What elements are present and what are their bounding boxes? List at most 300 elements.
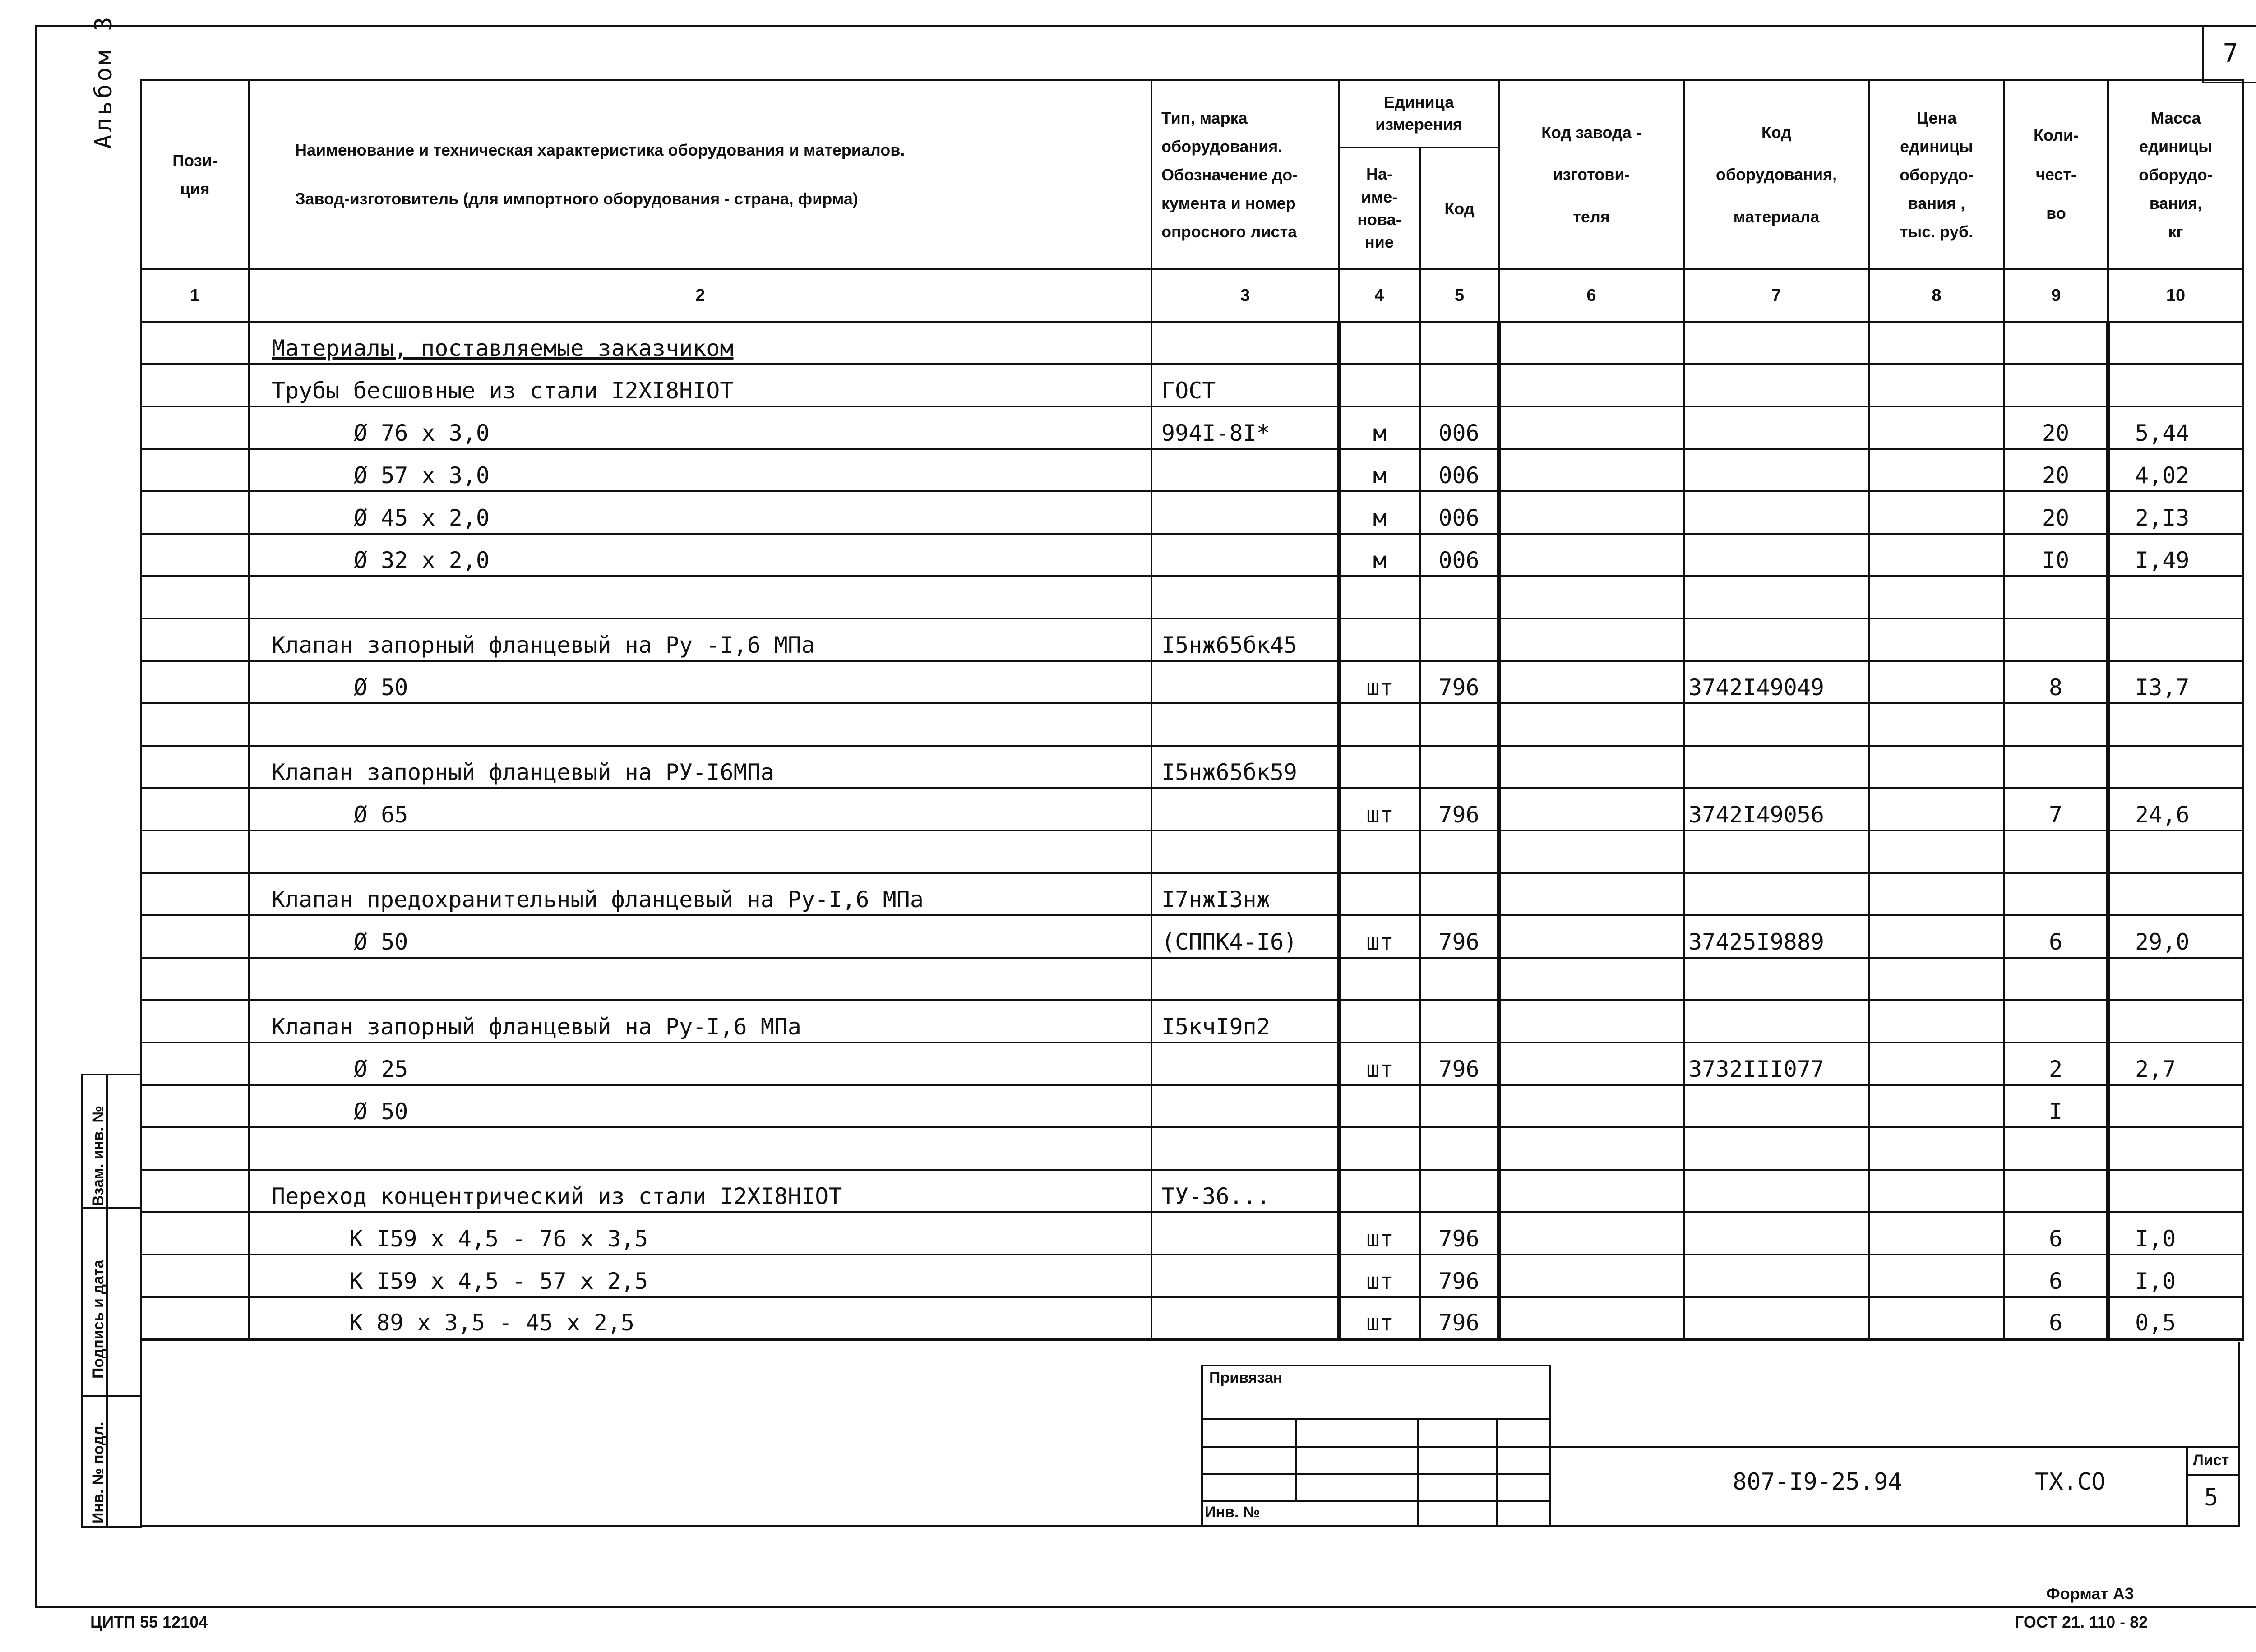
cell-quantity bbox=[2004, 873, 2108, 915]
tb-rule bbox=[1201, 1500, 1551, 1502]
cell-type: (СППК4-I6) bbox=[1151, 915, 1339, 958]
cell-quantity bbox=[2004, 1127, 2108, 1170]
cell-name: К 89 х 3,5 - 45 х 2,5 bbox=[249, 1297, 1151, 1339]
cell-position bbox=[141, 1000, 249, 1043]
cell-position bbox=[141, 449, 249, 491]
cell-unit-code: 006 bbox=[1420, 406, 1499, 449]
cell-name: К I59 х 4,5 - 76 х 3,5 bbox=[249, 1212, 1151, 1255]
cell-equipment-code bbox=[1684, 1085, 1869, 1127]
cell-price bbox=[1869, 1043, 2004, 1085]
cell-quantity: 6 bbox=[2004, 1255, 2108, 1297]
colnum-7: 7 bbox=[1684, 269, 1869, 322]
cell-name bbox=[249, 1127, 1151, 1170]
cell-price bbox=[1869, 1000, 2004, 1043]
table-row bbox=[141, 703, 2243, 746]
cell-unit-code bbox=[1420, 873, 1499, 915]
cell-unit-code bbox=[1420, 322, 1499, 364]
cell-unit-code: 796 bbox=[1420, 661, 1499, 703]
cell-position bbox=[141, 1255, 249, 1297]
table-row bbox=[141, 322, 2243, 364]
cell-unit-code: 006 bbox=[1420, 491, 1499, 534]
cell-name bbox=[249, 958, 1151, 1000]
cell-price bbox=[1869, 491, 2004, 534]
cell-unit-code bbox=[1420, 831, 1499, 873]
cell-equipment-code bbox=[1684, 576, 1869, 618]
cell-unit bbox=[1339, 958, 1420, 1000]
cell-plant-code bbox=[1499, 449, 1684, 491]
cell-mass: 24,6 bbox=[2108, 788, 2243, 831]
table-row bbox=[141, 1255, 2243, 1297]
colnum-8: 8 bbox=[1869, 269, 2004, 322]
cell-quantity bbox=[2004, 618, 2108, 661]
cell-position bbox=[141, 618, 249, 661]
header-equipment-code: Код оборудования, материала bbox=[1684, 80, 1869, 269]
cell-name: Ø 50 bbox=[249, 1085, 1151, 1127]
header-position: Пози- ция bbox=[141, 80, 249, 269]
cell-name: Ø 32 х 2,0 bbox=[249, 534, 1151, 576]
cell-unit bbox=[1339, 322, 1420, 364]
cell-price bbox=[1869, 406, 2004, 449]
cell-equipment-code: 3742I49056 bbox=[1684, 788, 1869, 831]
table-row bbox=[141, 364, 2243, 406]
cell-mass bbox=[2108, 1170, 2243, 1212]
cell-price bbox=[1869, 661, 2004, 703]
header-mass: Масса единицы оборудо- вания, кг bbox=[2108, 80, 2243, 269]
cell-price bbox=[1869, 1127, 2004, 1170]
cell-plant-code bbox=[1499, 1297, 1684, 1339]
cell-type: I7нжI3нж bbox=[1151, 873, 1339, 915]
cell-unit bbox=[1339, 1000, 1420, 1043]
cell-unit: м bbox=[1339, 449, 1420, 491]
cell-quantity bbox=[2004, 364, 2108, 406]
cell-unit-code bbox=[1420, 1170, 1499, 1212]
footer-citp: ЦИТП 55 12104 bbox=[90, 1613, 208, 1631]
cell-price bbox=[1869, 788, 2004, 831]
colnum-2: 2 bbox=[249, 269, 1151, 322]
cell-equipment-code: 3742I49049 bbox=[1684, 661, 1869, 703]
table-row bbox=[141, 746, 2243, 788]
cell-plant-code bbox=[1499, 406, 1684, 449]
cell-equipment-code bbox=[1684, 1297, 1869, 1339]
cell-unit-code: 796 bbox=[1420, 1255, 1499, 1297]
cell-unit-code: 006 bbox=[1420, 449, 1499, 491]
cell-type: I5кчI9п2 bbox=[1151, 1000, 1339, 1043]
cell-unit: м bbox=[1339, 406, 1420, 449]
cell-type bbox=[1151, 831, 1339, 873]
table-row bbox=[141, 1212, 2243, 1255]
table-row bbox=[141, 958, 2243, 1000]
document-mark: ТХ.СО bbox=[2035, 1468, 2106, 1495]
cell-type: 994I-8I* bbox=[1151, 406, 1339, 449]
cell-plant-code bbox=[1499, 958, 1684, 1000]
cell-unit bbox=[1339, 703, 1420, 746]
cell-mass bbox=[2108, 831, 2243, 873]
privyazan-label: Привязан bbox=[1209, 1369, 1283, 1386]
cell-price bbox=[1869, 1297, 2004, 1339]
cell-plant-code bbox=[1499, 1170, 1684, 1212]
table-row bbox=[141, 1127, 2243, 1170]
cell-type: I5нж65бк45 bbox=[1151, 618, 1339, 661]
cell-mass: 29,0 bbox=[2108, 915, 2243, 958]
stamp-strip-divider bbox=[81, 1074, 108, 1528]
cell-type bbox=[1151, 491, 1339, 534]
cell-position bbox=[141, 1170, 249, 1212]
corner-page-number: 7 bbox=[2202, 25, 2256, 83]
cell-equipment-code: 3732III077 bbox=[1684, 1043, 1869, 1085]
cell-price bbox=[1869, 746, 2004, 788]
cell-mass: 4,02 bbox=[2108, 449, 2243, 491]
cell-position bbox=[141, 1127, 249, 1170]
cell-mass bbox=[2108, 703, 2243, 746]
cell-plant-code bbox=[1499, 1000, 1684, 1043]
cell-name bbox=[249, 831, 1151, 873]
table-row bbox=[141, 491, 2243, 534]
cell-unit-code bbox=[1420, 364, 1499, 406]
cell-plant-code bbox=[1499, 1212, 1684, 1255]
cell-price bbox=[1869, 1212, 2004, 1255]
cell-position bbox=[141, 746, 249, 788]
specification-table bbox=[140, 79, 2244, 1341]
cell-unit-code: 796 bbox=[1420, 915, 1499, 958]
cell-plant-code bbox=[1499, 1255, 1684, 1297]
header-type: Тип, марка оборудования. Обозначение до- кумента и номер опросного листа bbox=[1151, 80, 1339, 269]
cell-unit-code bbox=[1420, 576, 1499, 618]
cell-type: I5нж65бк59 bbox=[1151, 746, 1339, 788]
cell-unit-code bbox=[1420, 1085, 1499, 1127]
cell-plant-code bbox=[1499, 915, 1684, 958]
cell-equipment-code bbox=[1684, 534, 1869, 576]
tb-rule bbox=[1201, 1418, 1551, 1420]
cell-mass bbox=[2108, 958, 2243, 1000]
stamp-podpis-label: Подпись и дата bbox=[90, 1260, 107, 1379]
cell-unit-code bbox=[1420, 746, 1499, 788]
cell-position bbox=[141, 1297, 249, 1339]
cell-unit: шт bbox=[1339, 1255, 1420, 1297]
lower-area bbox=[140, 1342, 2240, 1527]
cell-equipment-code bbox=[1684, 1212, 1869, 1255]
header-unit-group: Единица измерения bbox=[1339, 80, 1499, 148]
cell-equipment-code bbox=[1684, 1000, 1869, 1043]
table-row bbox=[141, 661, 2243, 703]
cell-mass: I,0 bbox=[2108, 1255, 2243, 1297]
cell-equipment-code bbox=[1684, 491, 1869, 534]
stamp-inv-label: Инв. № подл. bbox=[90, 1421, 107, 1523]
cell-unit bbox=[1339, 746, 1420, 788]
cell-name: Ø 50 bbox=[249, 915, 1151, 958]
cell-equipment-code bbox=[1684, 958, 1869, 1000]
cell-plant-code bbox=[1499, 873, 1684, 915]
cell-type bbox=[1151, 703, 1339, 746]
table-row bbox=[141, 618, 2243, 661]
cell-mass: 5,44 bbox=[2108, 406, 2243, 449]
stamp-vzam-label: Взам. инв. № bbox=[90, 1105, 107, 1206]
cell-name: К I59 х 4,5 - 57 х 2,5 bbox=[249, 1255, 1151, 1297]
tb-rule bbox=[1417, 1418, 1419, 1527]
cell-mass: I,0 bbox=[2108, 1212, 2243, 1255]
table-row bbox=[141, 406, 2243, 449]
cell-unit: шт bbox=[1339, 1297, 1420, 1339]
cell-equipment-code bbox=[1684, 1255, 1869, 1297]
cell-unit-code bbox=[1420, 1000, 1499, 1043]
table-row bbox=[141, 1170, 2243, 1212]
cell-unit-code bbox=[1420, 958, 1499, 1000]
cell-position bbox=[141, 406, 249, 449]
cell-name: Ø 65 bbox=[249, 788, 1151, 831]
cell-equipment-code bbox=[1684, 1170, 1869, 1212]
table-row bbox=[141, 1043, 2243, 1085]
colnum-5: 5 bbox=[1420, 269, 1499, 322]
table-row bbox=[141, 534, 2243, 576]
cell-mass: I,49 bbox=[2108, 534, 2243, 576]
footer-gost: ГОСТ 21. 110 - 82 bbox=[2015, 1613, 2148, 1631]
cell-unit-code: 796 bbox=[1420, 1297, 1499, 1339]
cell-price bbox=[1869, 449, 2004, 491]
cell-position bbox=[141, 703, 249, 746]
cell-position bbox=[141, 364, 249, 406]
table-row bbox=[141, 831, 2243, 873]
cell-plant-code bbox=[1499, 1043, 1684, 1085]
cell-quantity: I0 bbox=[2004, 534, 2108, 576]
cell-mass bbox=[2108, 1000, 2243, 1043]
colnum-4: 4 bbox=[1339, 269, 1420, 322]
cell-plant-code bbox=[1499, 322, 1684, 364]
cell-position bbox=[141, 1043, 249, 1085]
cell-quantity: 6 bbox=[2004, 915, 2108, 958]
table-row bbox=[141, 1085, 2243, 1127]
cell-unit: шт bbox=[1339, 788, 1420, 831]
cell-price bbox=[1869, 958, 2004, 1000]
colnum-6: 6 bbox=[1499, 269, 1684, 322]
cell-position bbox=[141, 661, 249, 703]
cell-unit bbox=[1339, 618, 1420, 661]
album-label bbox=[90, 14, 117, 149]
cell-mass: 2,7 bbox=[2108, 1043, 2243, 1085]
table-row bbox=[141, 873, 2243, 915]
cell-name: Ø 45 х 2,0 bbox=[249, 491, 1151, 534]
cell-quantity bbox=[2004, 1000, 2108, 1043]
cell-position bbox=[141, 831, 249, 873]
cell-unit-code: 796 bbox=[1420, 788, 1499, 831]
cell-plant-code bbox=[1499, 1085, 1684, 1127]
cell-name: Материалы, поставляемые заказчиком bbox=[249, 322, 1151, 364]
cell-unit-code: 006 bbox=[1420, 534, 1499, 576]
cell-mass bbox=[2108, 576, 2243, 618]
cell-position bbox=[141, 788, 249, 831]
tb-rule bbox=[2186, 1474, 2240, 1476]
cell-mass bbox=[2108, 746, 2243, 788]
cell-price bbox=[1869, 1085, 2004, 1127]
cell-name: Клапан запорный фланцевый на РУ-I6МПа bbox=[249, 746, 1151, 788]
cell-unit bbox=[1339, 1127, 1420, 1170]
cell-quantity bbox=[2004, 831, 2108, 873]
cell-quantity bbox=[2004, 958, 2108, 1000]
header-unit-name: На- име- нова- ние bbox=[1339, 148, 1420, 269]
cell-mass bbox=[2108, 1085, 2243, 1127]
cell-quantity: 6 bbox=[2004, 1212, 2108, 1255]
cell-price bbox=[1869, 1170, 2004, 1212]
cell-name: Переход концентрический из стали I2XI8HIOT bbox=[249, 1170, 1151, 1212]
cell-quantity: 6 bbox=[2004, 1297, 2108, 1339]
cell-name: Клапан предохранительный фланцевый на Ру-I,6 МПа bbox=[249, 873, 1151, 915]
tb-rule bbox=[1551, 1446, 2240, 1448]
cell-name bbox=[249, 576, 1151, 618]
cell-plant-code bbox=[1499, 788, 1684, 831]
cell-unit-code: 796 bbox=[1420, 1212, 1499, 1255]
cell-plant-code bbox=[1499, 1127, 1684, 1170]
cell-quantity bbox=[2004, 576, 2108, 618]
cell-name: Клапан запорный фланцевый на Ру-I,6 МПа bbox=[249, 1000, 1151, 1043]
cell-equipment-code bbox=[1684, 746, 1869, 788]
header-unit-code: Код bbox=[1420, 148, 1499, 269]
cell-mass: 2,I3 bbox=[2108, 491, 2243, 534]
colnum-10: 10 bbox=[2108, 269, 2243, 322]
tb-rule bbox=[2186, 1446, 2188, 1527]
tb-rule bbox=[1496, 1418, 1498, 1527]
cell-name: Ø 76 х 3,0 bbox=[249, 406, 1151, 449]
cell-name: Клапан запорный фланцевый на Ру -I,6 МПа bbox=[249, 618, 1151, 661]
cell-equipment-code bbox=[1684, 618, 1869, 661]
cell-plant-code bbox=[1499, 618, 1684, 661]
header-name: Наименование и техническая характеристика оборудования и материалов. Завод-изготовитель (для импортного оборудования - страна, фирма) bbox=[249, 80, 1151, 269]
cell-position bbox=[141, 534, 249, 576]
album-label-text: Альбом 3 bbox=[90, 14, 117, 149]
cell-position bbox=[141, 873, 249, 915]
cell-unit: шт bbox=[1339, 915, 1420, 958]
cell-type bbox=[1151, 1212, 1339, 1255]
cell-plant-code bbox=[1499, 491, 1684, 534]
cell-equipment-code bbox=[1684, 406, 1869, 449]
cell-type bbox=[1151, 661, 1339, 703]
cell-plant-code bbox=[1499, 576, 1684, 618]
tb-rule bbox=[1295, 1418, 1297, 1500]
cell-price bbox=[1869, 873, 2004, 915]
cell-mass bbox=[2108, 618, 2243, 661]
table-row bbox=[141, 449, 2243, 491]
cell-unit: м bbox=[1339, 491, 1420, 534]
cell-price bbox=[1869, 618, 2004, 661]
cell-quantity: 20 bbox=[2004, 406, 2108, 449]
cell-plant-code bbox=[1499, 534, 1684, 576]
cell-position bbox=[141, 915, 249, 958]
table-row bbox=[141, 915, 2243, 958]
cell-mass bbox=[2108, 364, 2243, 406]
cell-type bbox=[1151, 958, 1339, 1000]
cell-name: Ø 57 х 3,0 bbox=[249, 449, 1151, 491]
cell-type bbox=[1151, 1085, 1339, 1127]
cell-type bbox=[1151, 1127, 1339, 1170]
cell-price bbox=[1869, 831, 2004, 873]
cell-unit bbox=[1339, 576, 1420, 618]
cell-mass bbox=[2108, 322, 2243, 364]
table-row bbox=[141, 1297, 2243, 1339]
cell-unit: шт bbox=[1339, 661, 1420, 703]
cell-unit-code bbox=[1420, 1127, 1499, 1170]
cell-quantity bbox=[2004, 703, 2108, 746]
cell-mass: 0,5 bbox=[2108, 1297, 2243, 1339]
cell-unit bbox=[1339, 364, 1420, 406]
cell-unit bbox=[1339, 831, 1420, 873]
tb-rule bbox=[1201, 1446, 1551, 1448]
cell-type bbox=[1151, 322, 1339, 364]
cell-unit bbox=[1339, 1170, 1420, 1212]
cell-mass bbox=[2108, 873, 2243, 915]
sheet-label: Лист bbox=[2193, 1452, 2229, 1469]
cell-quantity bbox=[2004, 1170, 2108, 1212]
cell-unit bbox=[1339, 1085, 1420, 1127]
cell-equipment-code: 37425I9889 bbox=[1684, 915, 1869, 958]
cell-type: ТУ-36... bbox=[1151, 1170, 1339, 1212]
cell-equipment-code bbox=[1684, 873, 1869, 915]
sheet-number: 5 bbox=[2204, 1484, 2219, 1511]
cell-type bbox=[1151, 788, 1339, 831]
cell-price bbox=[1869, 576, 2004, 618]
header-quantity: Коли- чест- во bbox=[2004, 80, 2108, 269]
cell-quantity: 20 bbox=[2004, 491, 2108, 534]
cell-position bbox=[141, 322, 249, 364]
colnum-1: 1 bbox=[141, 269, 249, 322]
cell-quantity: I bbox=[2004, 1085, 2108, 1127]
cell-price bbox=[1869, 703, 2004, 746]
cell-mass: I3,7 bbox=[2108, 661, 2243, 703]
cell-quantity bbox=[2004, 746, 2108, 788]
cell-type bbox=[1151, 1297, 1339, 1339]
cell-position bbox=[141, 576, 249, 618]
table-row bbox=[141, 576, 2243, 618]
cell-type bbox=[1151, 1255, 1339, 1297]
cell-equipment-code bbox=[1684, 831, 1869, 873]
cell-quantity: 20 bbox=[2004, 449, 2108, 491]
cell-type bbox=[1151, 449, 1339, 491]
cell-plant-code bbox=[1499, 661, 1684, 703]
cell-plant-code bbox=[1499, 746, 1684, 788]
specification-body bbox=[141, 322, 2243, 1339]
cell-unit: м bbox=[1339, 534, 1420, 576]
cell-type bbox=[1151, 576, 1339, 618]
cell-name: Ø 25 bbox=[249, 1043, 1151, 1085]
footer-format: Формат А3 bbox=[2046, 1584, 2134, 1603]
cell-plant-code bbox=[1499, 831, 1684, 873]
cell-quantity: 2 bbox=[2004, 1043, 2108, 1085]
cell-quantity bbox=[2004, 322, 2108, 364]
cell-price bbox=[1869, 322, 2004, 364]
header-price: Цена единицы оборудо- вания , тыс. руб. bbox=[1869, 80, 2004, 269]
cell-unit-code bbox=[1420, 703, 1499, 746]
cell-plant-code bbox=[1499, 703, 1684, 746]
cell-name: Трубы бесшовные из стали I2XI8HIOT bbox=[249, 364, 1151, 406]
cell-unit bbox=[1339, 873, 1420, 915]
document-code: 807-I9-25.94 bbox=[1733, 1468, 1902, 1495]
cell-unit: шт bbox=[1339, 1043, 1420, 1085]
cell-plant-code bbox=[1499, 364, 1684, 406]
colnum-3: 3 bbox=[1151, 269, 1339, 322]
cell-position bbox=[141, 958, 249, 1000]
table-row bbox=[141, 788, 2243, 831]
cell-type bbox=[1151, 1043, 1339, 1085]
header-plant-code: Код завода - изготови- теля bbox=[1499, 80, 1684, 269]
column-number-row bbox=[141, 269, 2243, 322]
table-row bbox=[141, 1000, 2243, 1043]
cell-unit-code bbox=[1420, 618, 1499, 661]
cell-unit: шт bbox=[1339, 1212, 1420, 1255]
cell-price bbox=[1869, 364, 2004, 406]
cell-type bbox=[1151, 534, 1339, 576]
cell-unit-code: 796 bbox=[1420, 1043, 1499, 1085]
cell-name bbox=[249, 703, 1151, 746]
colnum-9: 9 bbox=[2004, 269, 2108, 322]
cell-equipment-code bbox=[1684, 703, 1869, 746]
cell-name: Ø 50 bbox=[249, 661, 1151, 703]
cell-position bbox=[141, 1212, 249, 1255]
